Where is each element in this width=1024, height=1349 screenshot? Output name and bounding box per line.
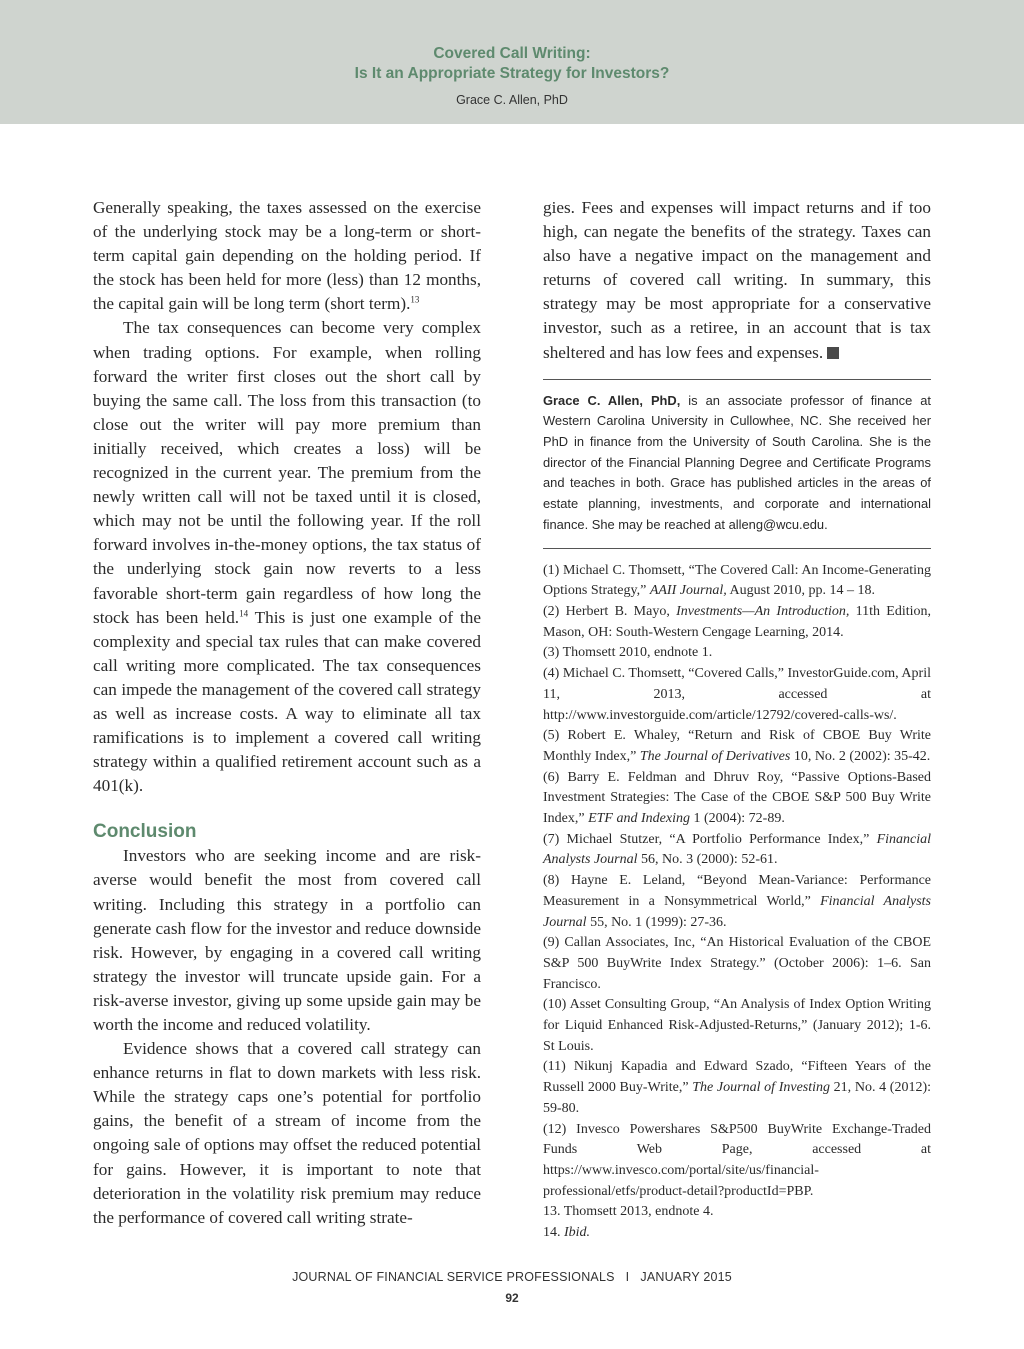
left-column: [93, 196, 481, 1230]
right-column: [543, 196, 931, 1244]
reference-item: (2) Herbert B. Mayo, Investments—An Introduction, 11th Edition, Mason, OH: South-Western Cengage Learning, 2014.: [543, 603, 931, 640]
reference-item: (6) Barry E. Feldman and Dhruv Roy, “Passive Options-Based Investment Strategies: The Case of the CBOE S&P 500 Buy Write Index,” ETF and Indexing 1 (2004): 72-89.: [543, 769, 931, 827]
reference-item: (5) Robert E. Whaley, “Return and Risk of CBOE Buy Write Monthly Index,” The Journal of Derivatives 10, No. 2 (2002): 35-42.: [543, 728, 931, 764]
reference-item: (8) Hayne E. Leland, “Beyond Mean-Variance: Performance Measurement in a Nonsymmetrical World,” Financial Analysts Journal 55, No. 1 (1999): 27-36.: [543, 873, 931, 930]
reference-item: (4) Michael C. Thomsett, “Covered Calls,” InvestorGuide.com, April 11, 2013, accessed at http://www.investorguide.com/article/12792/covered-calls-ws/.: [543, 666, 931, 723]
conclusion-heading: Conclusion: [93, 821, 197, 843]
paragraph-taxes: Generally speaking, the taxes assessed on the exercise of the underlying stock may be a long-term or short-term capital gain depending on the holding period. If the stock has been held for more (less) than 12 months, the capital gain will be long term (short term).$^{13}$: [93, 198, 481, 314]
reference-item: 14. Ibid.: [543, 1225, 591, 1241]
reference-item: (1) Michael C. Thomsett, “The Covered Call: An Income-Generating Options Strategy,” AAII Journal, August 2010, pp. 14 – 18.: [543, 562, 931, 599]
paragraph-conclusion-2: Evidence shows that a covered call strategy can enhance returns in flat to down markets with less risk. While the strategy caps one’s potential for portfolio gains, the benefit of a stream of income from the ongoing sale of options may offset the reduced potential for gains. However, it is important to note that deterioration in the volatility risk premium may reduce the performance of covered call writing strate-: [93, 1039, 481, 1227]
footnote-ref-13: 13: [410, 294, 420, 305]
reference-item: 13. Thomsett 2013, endnote 4.: [543, 1204, 714, 1220]
reference-item: (7) Michael Stutzer, “A Portfolio Performance Index,” Financial Analysts Journal 56, No. 3 (2000): 52-61.: [543, 831, 931, 868]
reference-item: (12) Invesco Powershares S&P500 BuyWrite Exchange-Traded Funds Web Page, accessed at https://www.invesco.com/portal/site/us/financial-professional/etfs/product-detail?productId=PBP.: [543, 1121, 931, 1199]
end-of-article-square-icon: [827, 347, 839, 359]
author-bio: Grace C. Allen, PhD, is an associate professor of finance at Western Carolina University in Cullowhee, NC. She received her PhD in finance from the University of South Carolina. She is the director of the Financial Planning Degree and Certificate Programs and teaches in both. Grace has published articles in the areas of estate planning, investments, and corporate and international finance. She may be reached at alleng@wcu.edu.: [543, 392, 931, 532]
reference-item: (9) Callan Associates, Inc, “An Historical Evaluation of the CBOE S&P 500 BuyWrite Index Strategy.” (October 2006): 1–6. San Francisco.: [543, 935, 931, 992]
divider-bottom: [543, 548, 931, 549]
reference-item: (11) Nikunj Kapadia and Edward Szado, “Fifteen Years of the Russell 2000 Buy-Write,” The Journal of Investing 21, No. 4 (2012): 59-80.: [543, 1059, 932, 1116]
footnote-ref-14: 14: [239, 607, 249, 618]
article-title: Covered Call Writing:: [433, 45, 591, 62]
paragraph-tax-complexity: The tax consequences can become very complex when trading options. For example, when rolling forward the writer first closes out the short call by buying the same call. The loss from this transaction (to close out the writer will pay more premium than initially received, which creates a loss) will be recognized in the current year. The premium from the newly written call will not be taxed until it is closed, which may not be until the following year. If the roll forward involves in-the-money options, the tax status of the underlying stock gain now reverts to a less favorable short-term gain regardless of how long the stock has been held.$^{14}$ This is just one example of the complexity and special tax rules that can make covered call writing more complicated. The tax consequences can impede the management of the covered call strategy as well as increase costs. A way to eliminate all tax ramifications is to implement a covered call writing strategy within a qualified retirement account such as a 401(k).: [93, 318, 481, 796]
paragraph-conclusion-3: gies. Fees and expenses will impact returns and if too high, can negate the benefits of the strategy. Taxes can also have a negative impact on the management and returns of covered call writing. In summary, this strategy may be most appropriate for a conservative investor, such as a retiree, in an account that is tax sheltered and has low fees and expenses.: [543, 198, 931, 362]
article-subtitle: Is It an Appropriate Strategy for Investors?: [354, 65, 670, 82]
divider-top: [543, 379, 931, 380]
reference-item: (10) Asset Consulting Group, “An Analysis of Index Option Writing for Liquid Enhanced Risk-Adjusted-Returns,” (January 2012); 1-6. St Louis.: [543, 997, 931, 1054]
header-band: [0, 0, 1024, 124]
paragraph-conclusion-1: Investors who are seeking income and are risk-averse would benefit the most from covered call writing. Including this strategy in a portfolio can generate cash flow for the investor and reduce downside risk. However, by engaging in a covered call writing strategy the investor will truncate upside gain. For a risk-averse investor, giving up some upside gain may be worth the income and reduced volatility.: [93, 846, 481, 1034]
footer-journal: JOURNAL OF FINANCIAL SERVICE PROFESSIONALS I JANUARY 2015: [292, 1270, 732, 1284]
article-author: Grace C. Allen, PhD: [456, 93, 568, 107]
reference-item: (3) Thomsett 2010, endnote 1.: [543, 645, 713, 661]
references-list: [543, 561, 931, 1244]
page-number: 92: [505, 1291, 519, 1305]
